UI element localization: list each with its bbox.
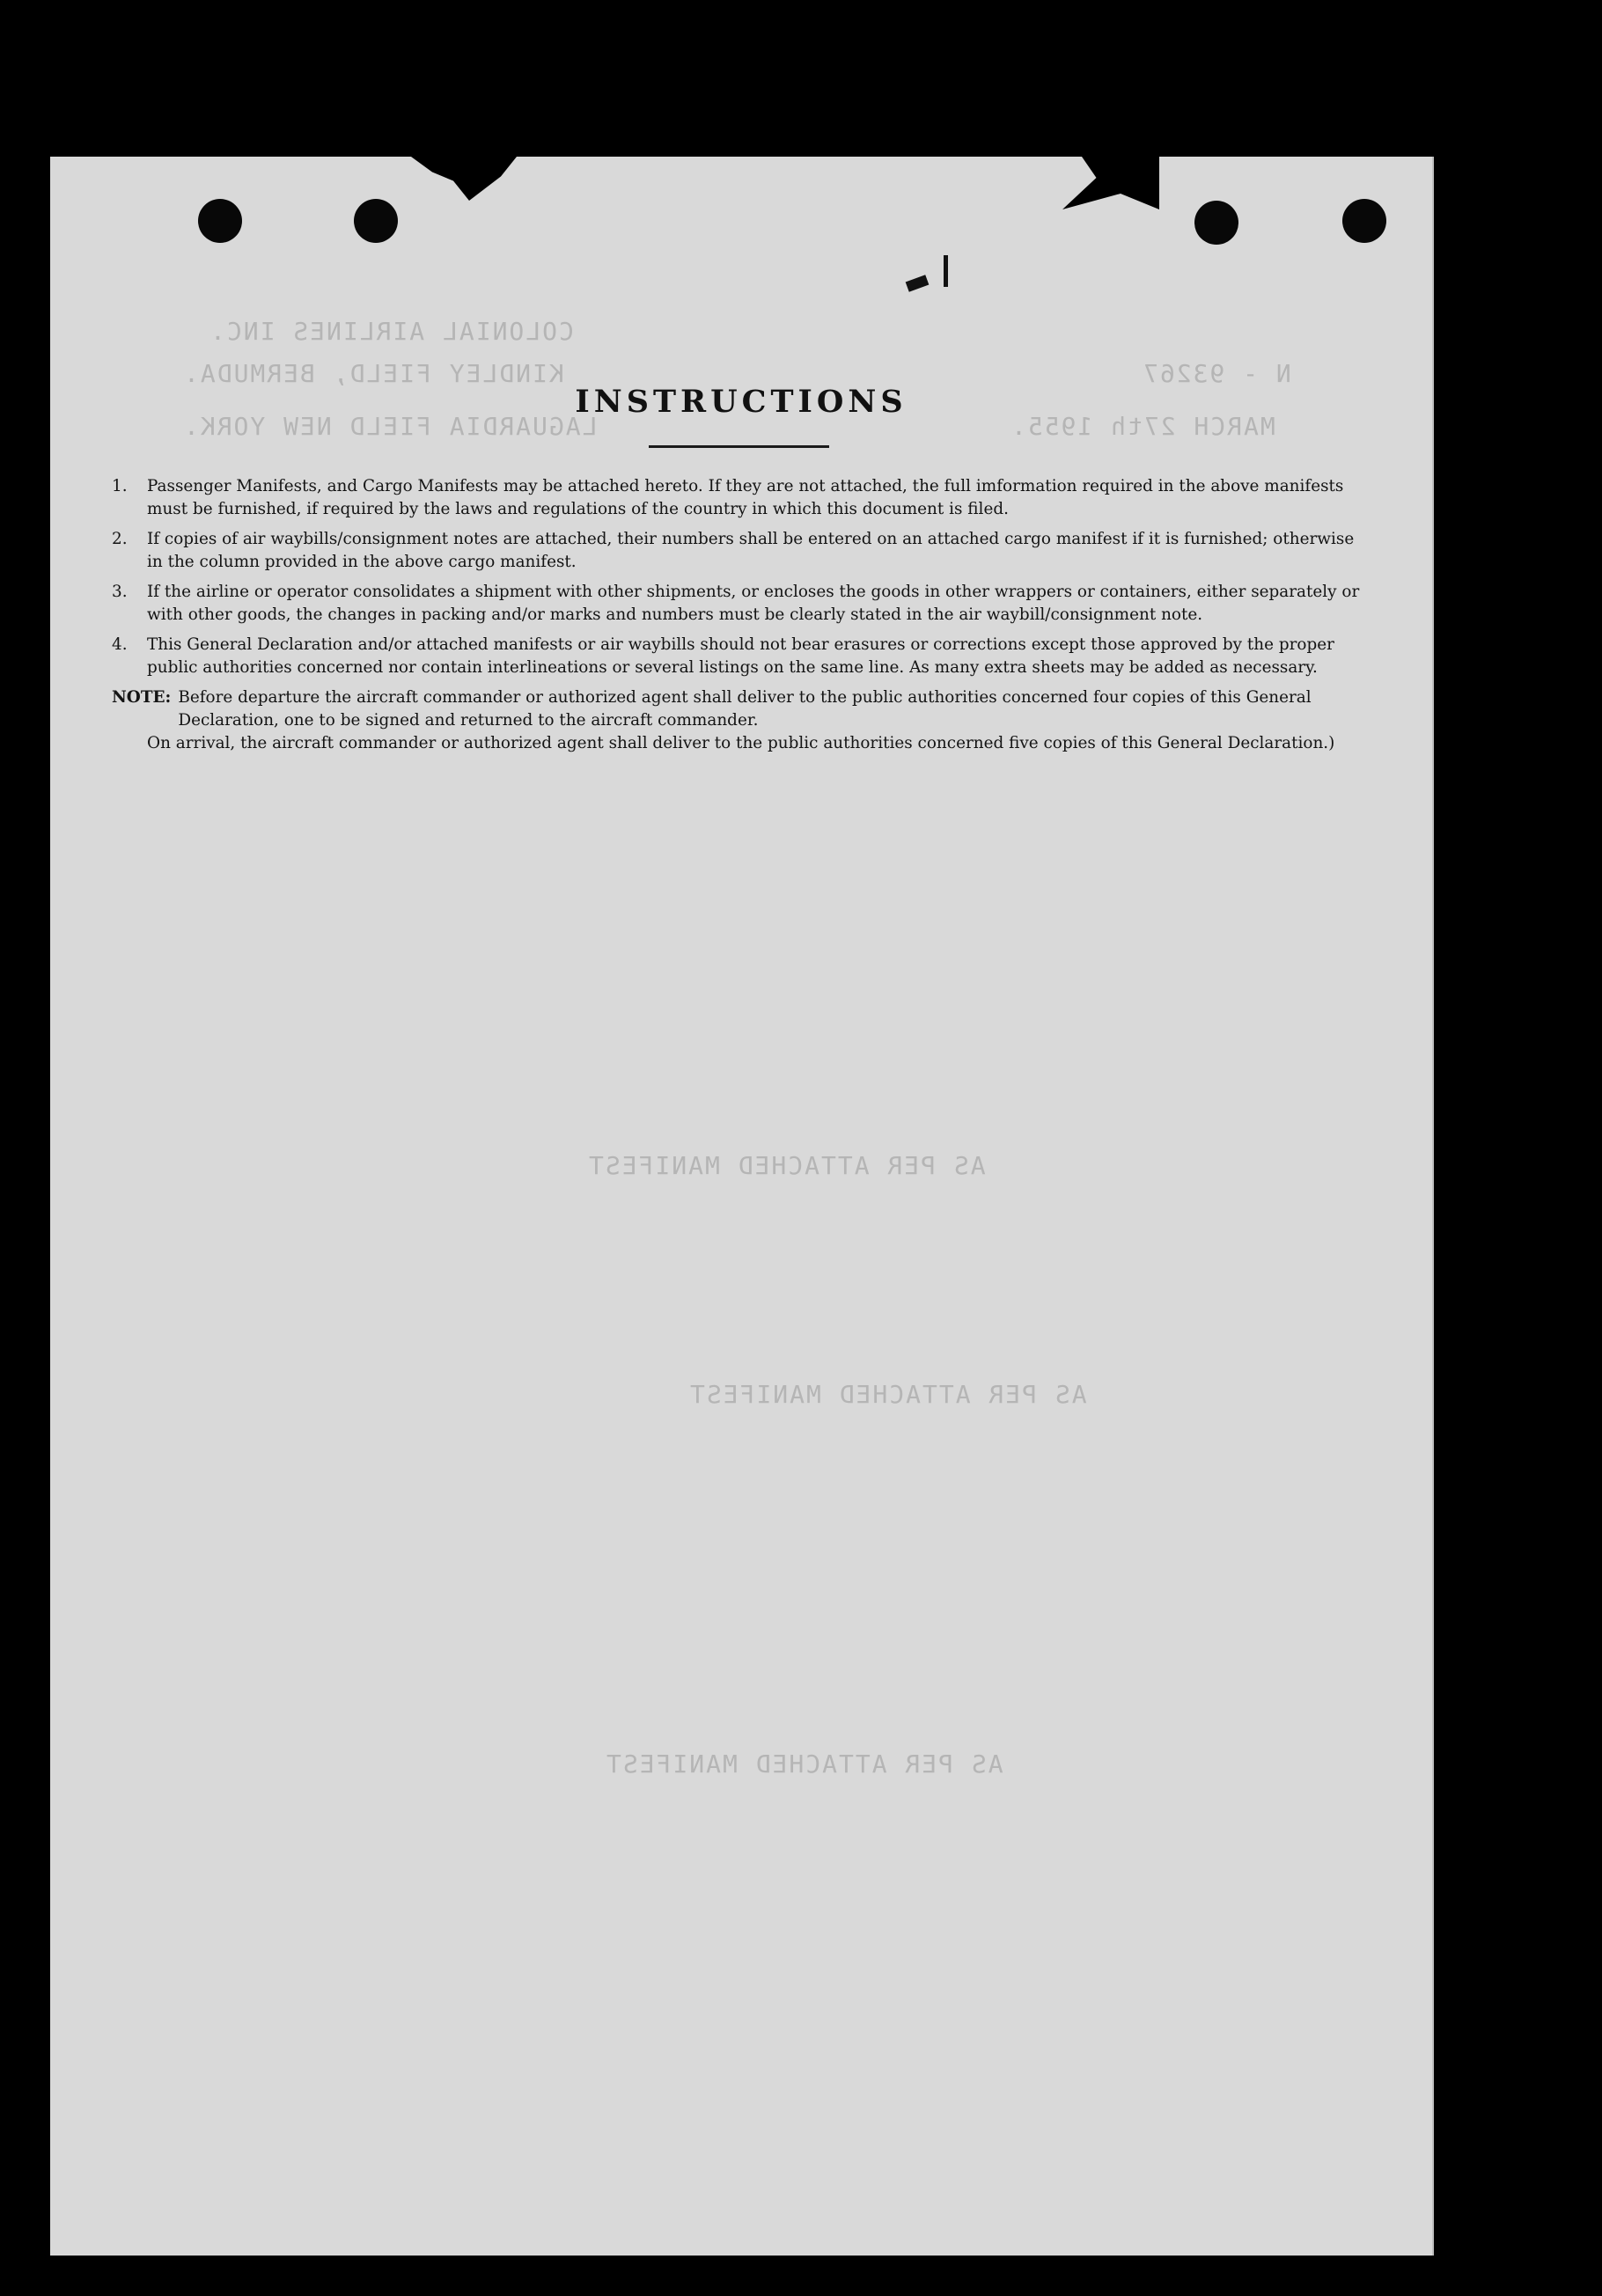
bleed-through-stamp: AS PER ATTACHED MANIFEST xyxy=(587,1151,986,1180)
punch-hole xyxy=(1342,199,1386,243)
note-arrival-text: On arrival, the aircraft commander or authorized agent shall deliver to the public authorities concerned five copies of this General Declaration.) xyxy=(147,734,1335,752)
punch-hole xyxy=(198,199,242,243)
bleed-through-text: KINDLEY FIELD, BERMUDA. xyxy=(182,359,564,388)
note-label: NOTE: xyxy=(112,688,172,707)
instruction-text: This General Declaration and/or attached manifests or air waybills should not bear erasures or corrections except those approved by the proper public authorities concerned nor contain interlineations or several listings on the same line. As many extra sheets may be added as necessary. xyxy=(147,635,1334,677)
instruction-number: 1. xyxy=(112,477,128,495)
bleed-through-text: MARCH 27th 1955. xyxy=(1010,412,1275,441)
instruction-item xyxy=(112,528,1371,574)
instruction-text: If the airline or operator consolidates a shipment with other shipments, or encloses the goods in other wrappers or containers, either separately or with other goods, the changes in packing and/or marks and numbers must be clearly stated in the air waybill/consignment note. xyxy=(147,583,1360,624)
instruction-number: 3. xyxy=(112,583,128,601)
instruction-item xyxy=(112,634,1371,679)
title-underline xyxy=(649,445,829,448)
instruction-text: If copies of air waybills/consignment notes are attached, their numbers shall be entered on an attached cargo manifest if it is furnished; otherwise in the column provided in the above cargo manifest. xyxy=(147,530,1355,571)
note-text: Before departure the aircraft commander or authorized agent shall deliver to the public authorities concerned four copies of this General Declaration, one to be signed and returned to the aircraft commander. xyxy=(178,688,1312,730)
ink-mark xyxy=(944,255,948,287)
punch-hole xyxy=(1194,201,1238,245)
page-title: INSTRUCTIONS xyxy=(575,384,908,420)
instruction-item xyxy=(112,475,1371,521)
bleed-through-text: N - 93267 xyxy=(1142,359,1291,388)
note-paragraph xyxy=(112,686,1371,732)
torn-edge-right xyxy=(1062,157,1159,209)
instruction-number: 4. xyxy=(112,635,128,654)
bleed-through-stamp: AS PER ATTACHED MANIFEST xyxy=(605,1750,1003,1779)
document-page xyxy=(50,157,1434,2256)
bleed-through-stamp: AS PER ATTACHED MANIFEST xyxy=(688,1380,1087,1409)
instruction-number: 2. xyxy=(112,530,128,548)
bleed-through-text: LAGUARDIA FIELD NEW YORK. xyxy=(182,412,598,441)
instructions-list xyxy=(112,475,1371,755)
punch-hole xyxy=(354,199,398,243)
instruction-item xyxy=(112,581,1371,627)
bleed-through-text: COLONIAL AIRLINES INC. xyxy=(209,317,574,346)
ink-mark xyxy=(906,275,930,291)
torn-edge-left xyxy=(411,157,517,201)
instruction-text: Passenger Manifests, and Cargo Manifests may be attached hereto. If they are not attached, the full imformation required in the above manifests must be furnished, if required by the laws and regulations of the country in which this document is filed. xyxy=(147,477,1344,518)
